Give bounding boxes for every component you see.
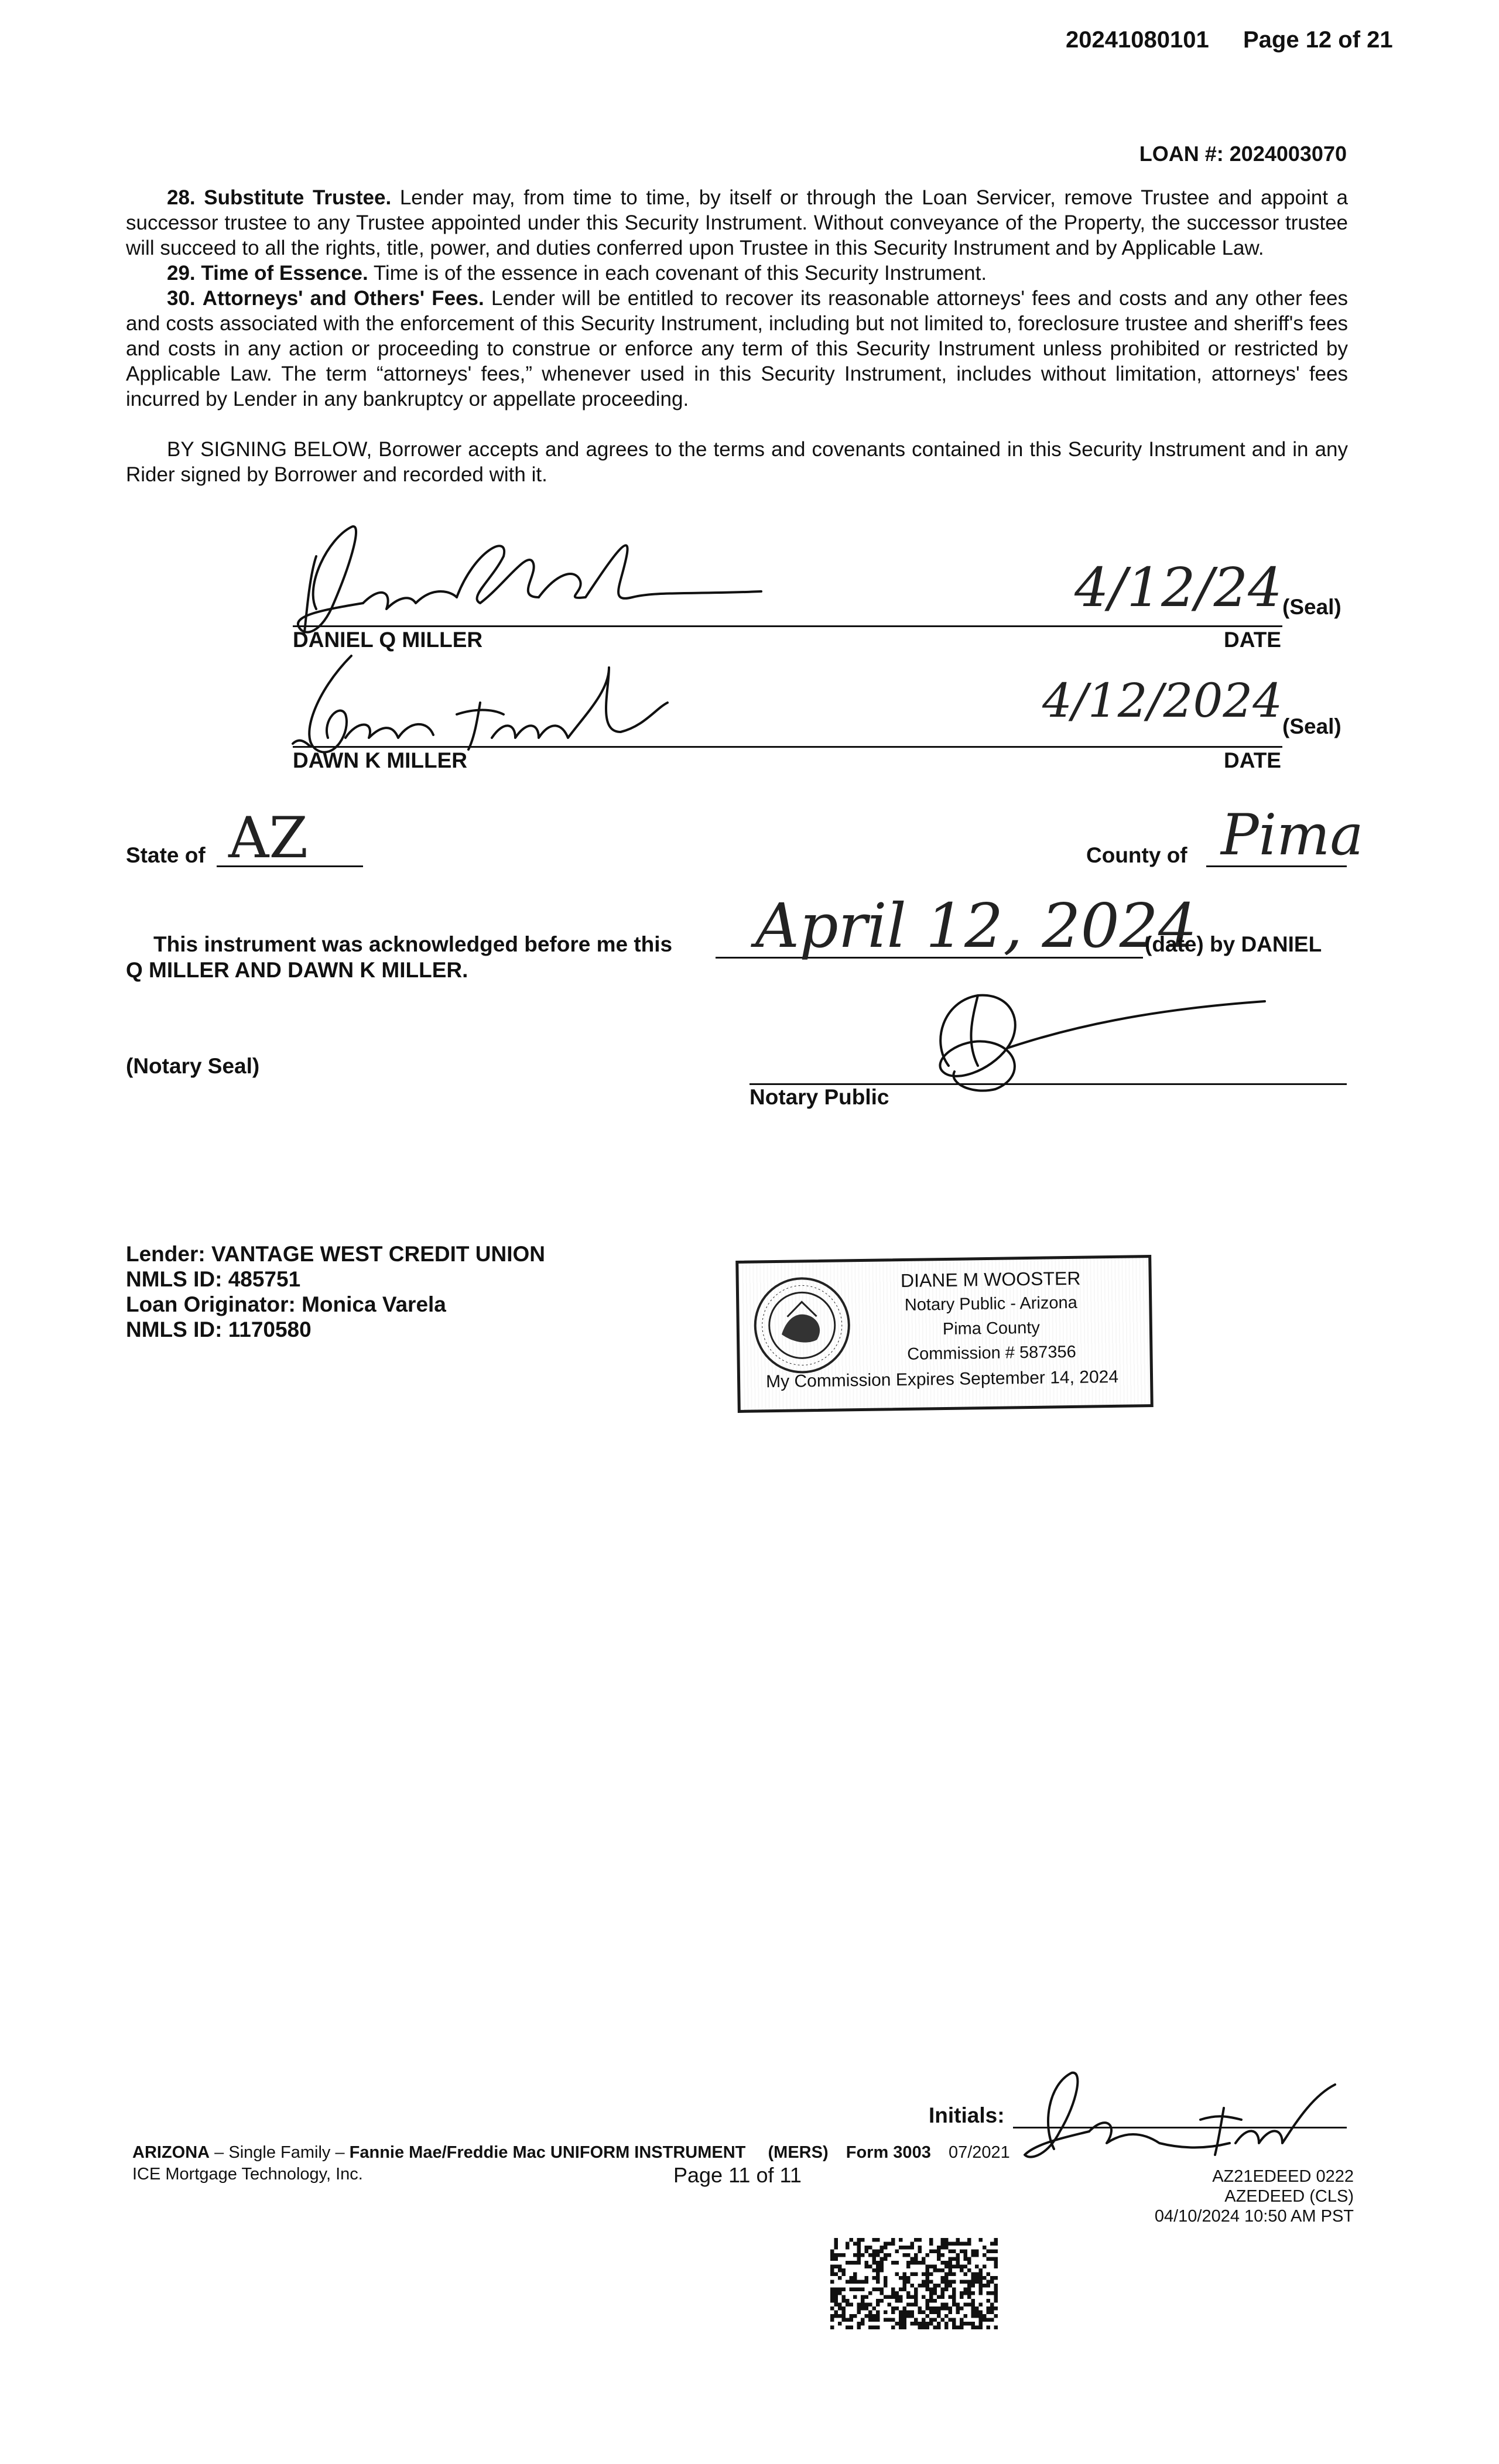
- acknowledgment-names: Q MILLER AND DAWN K MILLER.: [126, 958, 468, 982]
- covenants-body: [126, 185, 1348, 487]
- borrower-1-date-label: DATE: [1224, 628, 1281, 652]
- section-30-title: Attorneys' and Others' Fees.: [202, 287, 484, 310]
- loan-originator: Loan Originator: Monica Varela: [126, 1292, 446, 1316]
- barcode-icon: [830, 2238, 1000, 2329]
- section-29-number: 29.: [167, 262, 196, 285]
- section-29-text: Time is of the essence in each covenant of this Security Instrument.: [373, 262, 987, 285]
- section-30-number: 30.: [167, 287, 196, 310]
- stamp-notary-name: DIANE M WOOSTER: [900, 1267, 1081, 1292]
- stamp-county: Pima County: [942, 1318, 1041, 1339]
- borrower-1-name: DANIEL Q MILLER: [293, 628, 483, 652]
- loan-number: LOAN #: 2024003070: [1139, 142, 1347, 166]
- borrower-1-handwritten-date: 4/12/24: [1074, 556, 1282, 619]
- originator-nmls-id: NMLS ID: 1170580: [126, 1317, 312, 1341]
- footer-codes: [1155, 2167, 1354, 2226]
- county-label: County of: [1086, 843, 1187, 867]
- document-header: [1066, 27, 1393, 53]
- vendor-name: ICE Mortgage Technology, Inc.: [132, 2165, 363, 2184]
- section-29: [126, 261, 1348, 286]
- form-descriptor: – Single Family –: [210, 2143, 350, 2162]
- form-footer: [132, 2143, 1010, 2162]
- acknowledgment-text: This instrument was acknowledged before me this: [153, 932, 673, 956]
- section-28-text: Lender may, from time to time, by itself or through the Loan Servicer, remove Trustee and appoint a successor trustee to any Trustee appointed under this Security Instrument. Without conveyance of the Property, the successor trustee will succeed to all the rights, title, power, and duties conferred upon Trustee in this Security Instrument and by Applicable Law.: [126, 186, 1348, 259]
- stamp-commission: Commission # 587356: [906, 1342, 1076, 1364]
- lender-name: Lender: VANTAGE WEST CREDIT UNION: [126, 1242, 546, 1266]
- section-29-title: Time of Essence.: [201, 262, 368, 285]
- form-date: 07/2021: [948, 2143, 1010, 2162]
- borrower-1-signature-line: [293, 625, 1282, 627]
- initials-line: [1013, 2127, 1347, 2128]
- form-code: AZ21EDEED 0222: [1212, 2167, 1354, 2186]
- borrower-2-seal-label: (Seal): [1282, 714, 1341, 738]
- notary-seal-label: (Notary Seal): [126, 1054, 260, 1078]
- borrower-2-name: DAWN K MILLER: [293, 748, 468, 772]
- form-mers: (MERS): [768, 2143, 829, 2162]
- acknowledgment-date: April 12, 2024: [755, 890, 1197, 961]
- section-28-title: Substitute Trustee.: [204, 186, 392, 209]
- lender-info: [126, 1241, 545, 1342]
- signing-statement: BY SIGNING BELOW, Borrower accepts and agrees to the terms and covenants contained in this Security Instrument and in any Rider signed by Borrower and recorded with it.: [126, 438, 1348, 486]
- stamp-expiration: My Commission Expires September 14, 2024: [765, 1367, 1119, 1392]
- page-indicator: Page 12 of 21: [1243, 27, 1393, 53]
- section-28: [126, 185, 1348, 261]
- county-value: Pima: [1221, 802, 1364, 868]
- acknowledgment-tail: (date) by DANIEL: [1145, 932, 1322, 956]
- borrower-2-handwritten-date: 4/12/2024: [1042, 673, 1283, 728]
- section-30-text: Lender will be entitled to recover its reasonable attorneys' fees and costs and any other fees and costs associated with the enforcement of this Security Instrument, including but not limited to, foreclosure trustee and sheriff's fees and costs in any action or proceeding to construe or enforce any term of this Security Instrument unless prohibited or restricted by Applicable Law. The term “attorneys' fees,” whenever used in this Security Instrument, includes without limitation, attorneys' fees incurred by Lender in any bankruptcy or appellate proceeding.: [126, 287, 1348, 410]
- form-system-code: AZEDEED (CLS): [1224, 2187, 1354, 2206]
- lender-nmls-id: NMLS ID: 485751: [126, 1267, 301, 1291]
- form-state: ARIZONA: [132, 2143, 210, 2162]
- form-number: Form 3003: [846, 2143, 931, 2162]
- borrower-2-signature-line: [293, 746, 1282, 748]
- section-28-number: 28.: [167, 186, 196, 209]
- initials-signature: [1007, 2061, 1347, 2178]
- arizona-state-seal-icon: [752, 1275, 853, 1375]
- form-title: Fannie Mae/Freddie Mac UNIFORM INSTRUMENT: [349, 2143, 746, 2162]
- state-label: State of: [126, 843, 206, 867]
- section-30: [126, 286, 1348, 412]
- form-timestamp: 04/10/2024 10:50 AM PST: [1154, 2207, 1354, 2226]
- notary-stamp: [735, 1255, 1154, 1413]
- initials-label: Initials:: [929, 2103, 1005, 2127]
- notary-public-label: Notary Public: [750, 1085, 889, 1109]
- footer-page-number: Page 11 of 11: [673, 2163, 802, 2187]
- borrower-2-date-label: DATE: [1224, 748, 1281, 772]
- borrower-1-seal-label: (Seal): [1282, 595, 1341, 619]
- stamp-notary-title: Notary Public - Arizona: [904, 1293, 1077, 1315]
- document-number: 20241080101: [1066, 27, 1209, 53]
- state-value: AZ: [228, 805, 309, 871]
